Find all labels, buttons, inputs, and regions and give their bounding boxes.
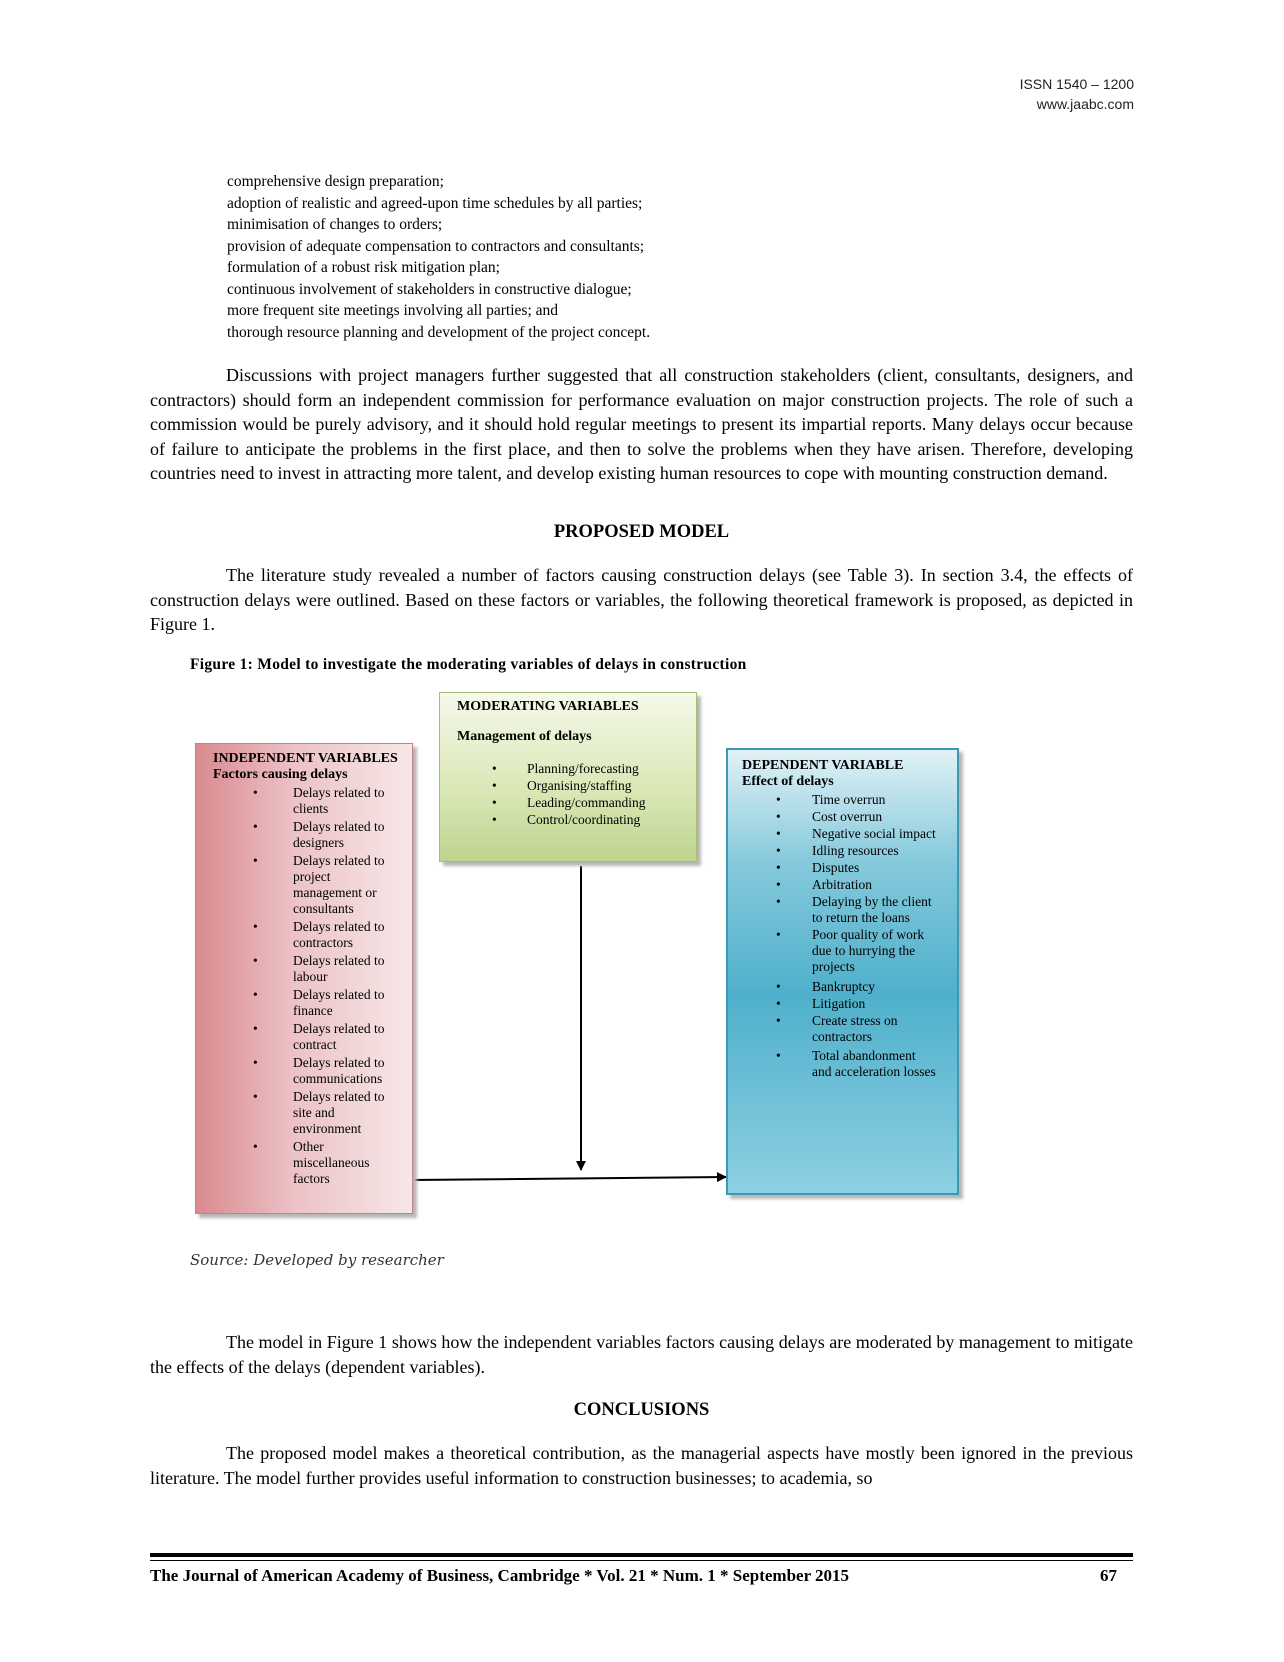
paragraph-model-explanation: The model in Figure 1 shows how the independent variables factors causing delays are moderated by management to mitigate the effects of the delays (dependent variables).	[150, 1332, 1133, 1377]
list-item: • Idling resources	[776, 843, 899, 858]
list-item: • Delays related to project management or consultants	[253, 853, 385, 916]
list-item: • Other miscellaneous factors	[253, 1139, 370, 1186]
list-item: • Delays related to designers	[253, 819, 385, 850]
list-item: more frequent site meetings involving all parties; and	[227, 302, 559, 319]
list-item: minimisation of changes to orders;	[227, 216, 443, 233]
footer-rule	[150, 1553, 1133, 1557]
list-item: • Total abandonment and acceleration losses	[776, 1048, 936, 1079]
independent-items	[213, 785, 402, 1187]
list-item: • Negative social impact	[776, 826, 936, 841]
independent-title: INDEPENDENT VARIABLES	[213, 751, 398, 766]
list-item: formulation of a robust risk mitigation plan;	[227, 259, 500, 276]
list-item: • Arbitration	[776, 877, 872, 892]
page-number: 67	[1100, 1566, 1117, 1585]
list-item: • Bankruptcy	[776, 979, 875, 994]
dependent-items	[742, 792, 957, 1080]
list-item: comprehensive design preparation;	[227, 173, 444, 190]
independent-subtitle: Factors causing delays	[213, 767, 348, 782]
list-item: • Control/coordinating	[492, 812, 641, 827]
figure-caption: Figure 1: Model to investigate the moderating variables of delays in construction	[190, 656, 747, 673]
footer-rule-thin	[150, 1560, 1133, 1561]
list-item: • Delays related to contract	[253, 1021, 385, 1052]
moderating-variables-box	[439, 692, 697, 862]
list-item: adoption of realistic and agreed-upon time schedules by all parties;	[227, 194, 643, 212]
list-item: • Delays related to labour	[253, 953, 385, 984]
independent-variables-box	[195, 743, 413, 1214]
list-item: thorough resource planning and development of the project concept.	[227, 323, 651, 341]
list-item: provision of adequate compensation to contractors and consultants;	[227, 237, 645, 255]
heading-proposed-model: PROPOSED MODEL	[553, 522, 730, 542]
list-item: • Leading/commanding	[492, 795, 646, 810]
paragraph-conclusions: The proposed model makes a theoretical contribution, as the managerial aspects have mostly been ignored in the previous literature. The model further provides useful information to construction businesses; to academia, so	[150, 1443, 1133, 1488]
issn-text: ISSN 1540 – 1200	[1019, 76, 1134, 92]
dependent-subtitle: Effect of delays	[742, 774, 834, 789]
list-item: • Delaying by the client to return the loans	[776, 894, 932, 925]
list-item: • Organising/staffing	[492, 778, 632, 793]
list-item: • Create stress on contractors	[776, 1013, 898, 1044]
paragraph-discussions: Discussions with project managers further suggested that all construction stakeholders (client, consultants, designers, and contractors) should form an independent commission for performance evaluation on major construction projects. The role of such a commission would be purely advisory, and it should hold regular meetings to present its impartial reports. Many delays occur because of failure to anticipate the problems in the first place, and then to solve the problems when they have arisen. Therefore, developing countries need to invest in attracting more talent, and develop existing human resources to cope with mounting construction demand.	[150, 365, 1133, 483]
list-item: • Planning/forecasting	[492, 761, 639, 776]
moderating-title: MODERATING VARIABLES	[457, 699, 639, 714]
list-item: • Litigation	[776, 996, 866, 1011]
list-item: • Poor quality of work due to hurrying the projects	[776, 927, 925, 974]
footer-journal: The Journal of American Academy of Business, Cambridge * Vol. 21 * Num. 1 * September 2015	[150, 1566, 850, 1585]
website-text: www.jaabc.com	[1036, 96, 1134, 112]
dependent-variable-box	[726, 748, 959, 1195]
heading-conclusions: CONCLUSIONS	[573, 1400, 710, 1420]
list-item: • Delays related to clients	[253, 785, 385, 816]
moderating-subtitle: Management of delays	[457, 729, 592, 744]
list-item: • Cost overrun	[776, 809, 883, 824]
list-item: • Delays related to communications	[253, 1055, 385, 1086]
list-item: • Time overrun	[776, 792, 886, 807]
dependent-title: DEPENDENT VARIABLE	[742, 758, 904, 773]
list-item: • Delays related to site and environment	[253, 1089, 385, 1136]
moderating-items	[457, 761, 696, 828]
figure-source: Source: Developed by researcher	[190, 1251, 444, 1269]
independent-to-dependent-arrow	[412, 1177, 726, 1180]
list-item: • Delays related to finance	[253, 987, 385, 1018]
list-item: continuous involvement of stakeholders in constructive dialogue;	[227, 280, 632, 298]
paragraph-literature: The literature study revealed a number of factors causing construction delays (see Table 3). In section 3.4, the effects of construction delays were outlined. Based on these factors or variables, the following theoretical framework is proposed, as depicted in Figure 1.	[150, 565, 1133, 634]
list-item: • Delays related to contractors	[253, 919, 385, 950]
footer	[150, 1566, 1133, 1586]
list-item: • Disputes	[776, 860, 860, 875]
